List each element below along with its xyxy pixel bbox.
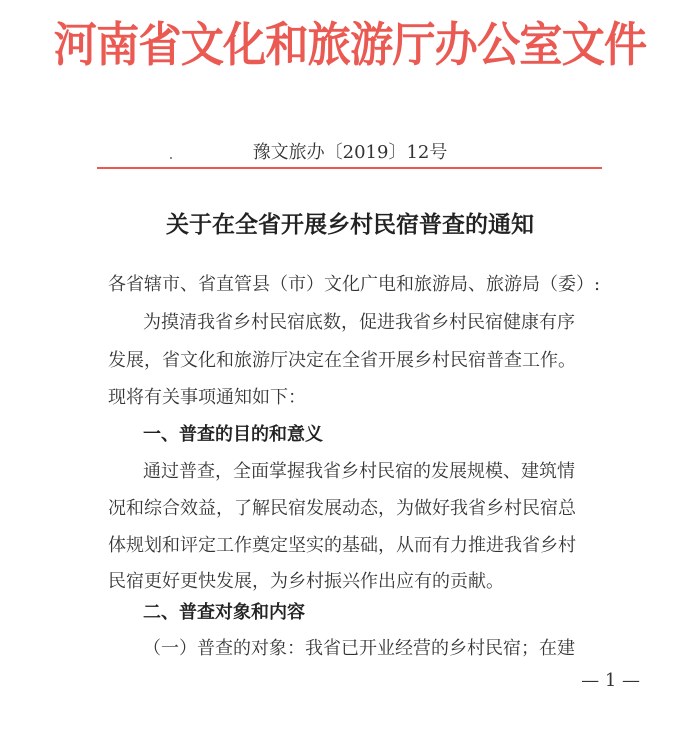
body-line: 发展，省文化和旅游厅决定在全省开展乡村民宿普查工作。 bbox=[108, 350, 576, 371]
body-line: （一）普查的对象：我省已开业经营的乡村民宿；在建 bbox=[143, 638, 575, 659]
page-number: — 1 — bbox=[581, 670, 640, 691]
section-heading-2: 二、普查对象和内容 bbox=[143, 602, 305, 623]
addressee-line: 各省辖市、省直管县（市）文化广电和旅游局、旅游局（委）: bbox=[108, 274, 601, 295]
document-header-title: 河南省文化和旅游厅办公室文件 bbox=[53, 18, 647, 73]
body-line: 通过普查，全面掌握我省乡村民宿的发展规模、建筑情 bbox=[143, 461, 575, 482]
body-line: 为摸清我省乡村民宿底数，促进我省乡村民宿健康有序 bbox=[143, 312, 575, 333]
section-heading-1: 一、普查的目的和意义 bbox=[143, 424, 323, 445]
body-line: 现将有关事项通知如下： bbox=[108, 387, 306, 408]
body-line: 况和综合效益，了解民宿发展动态，为做好我省乡村民宿总 bbox=[108, 498, 576, 519]
body-line: 民宿更好更快发展，为乡村振兴作出应有的贡献。 bbox=[108, 571, 504, 592]
red-separator-rule bbox=[97, 167, 602, 169]
body-line: 体规划和评定工作奠定坚实的基础，从而有力推进我省乡村 bbox=[108, 535, 576, 556]
notice-title: 关于在全省开展乡村民宿普查的通知 bbox=[166, 212, 534, 238]
scan-speck bbox=[170, 157, 172, 159]
document-number: 豫文旅办〔2019〕12号 bbox=[252, 142, 448, 163]
